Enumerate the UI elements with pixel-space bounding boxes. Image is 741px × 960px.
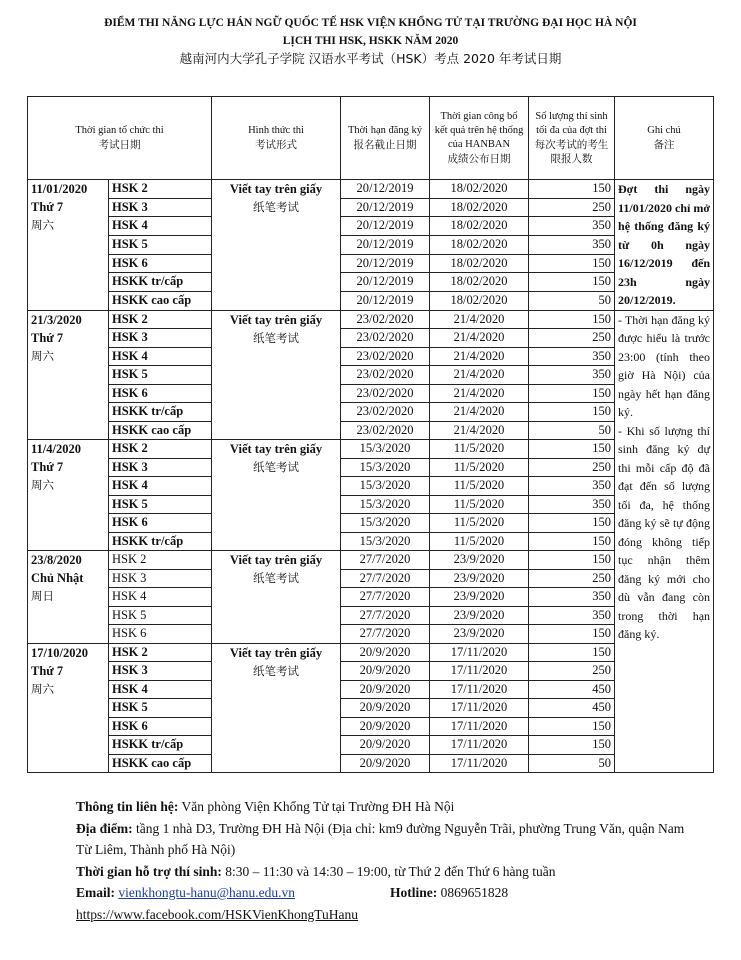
exam-level: HSK 2 [109,310,212,329]
table-row [28,625,714,644]
col-header-deadline: Thời hạn đăng ký 报名截止日期 [341,97,430,180]
session-day-zh: 周六 [31,218,54,232]
result-date: 23/9/2020 [430,588,529,607]
exam-level: HSK 4 [109,588,212,607]
result-date: 21/4/2020 [430,366,529,385]
result-date: 21/4/2020 [430,347,529,366]
max-candidates: 250 [529,329,615,348]
max-candidates: 350 [529,347,615,366]
max-candidates: 150 [529,180,615,199]
exam-form-cell [212,310,341,440]
exam-level: HSK 5 [109,699,212,718]
session-day: Thứ 7 [31,200,64,214]
table-row [28,366,714,385]
support-label: Thời gian hỗ trợ thí sinh: [76,863,222,879]
session-day: Chủ Nhật [31,571,84,585]
exam-level: HSK 4 [109,347,212,366]
note-general [615,310,714,773]
exam-form: Viết tay trên giấy [229,312,323,327]
result-date: 11/5/2020 [430,495,529,514]
registration-deadline: 20/12/2019 [341,273,430,292]
registration-deadline: 20/9/2020 [341,643,430,662]
result-date: 23/9/2020 [430,625,529,644]
exam-level: HSK 5 [109,235,212,254]
exam-form-cell [212,643,341,773]
result-date: 17/11/2020 [430,662,529,681]
registration-deadline: 27/7/2020 [341,551,430,570]
table-row [28,643,714,662]
result-date: 21/4/2020 [430,384,529,403]
table-row [28,477,714,496]
exam-level: HSK 6 [109,384,212,403]
max-candidates: 350 [529,366,615,385]
exam-level: HSKK tr/cấp [109,532,212,551]
table-row [28,569,714,588]
max-candidates: 150 [529,514,615,533]
exam-level: HSK 2 [109,440,212,459]
registration-deadline: 23/02/2020 [341,366,430,385]
exam-form-zh: 纸笔考试 [253,571,300,585]
document-header [30,14,711,68]
table-row [28,273,714,292]
exam-form-cell [212,180,341,311]
table-row [28,421,714,440]
table-row [28,754,714,773]
exam-level: HSK 6 [109,514,212,533]
max-candidates: 150 [529,384,615,403]
result-date: 17/11/2020 [430,754,529,773]
max-candidates: 450 [529,680,615,699]
session-date-cell [28,643,109,773]
session-date: 21/3/2020 [31,312,82,327]
result-date: 11/5/2020 [430,514,529,533]
result-date: 17/11/2020 [430,699,529,718]
result-date: 23/9/2020 [430,551,529,570]
exam-level: HSK 3 [109,329,212,348]
max-candidates: 350 [529,606,615,625]
registration-deadline: 20/9/2020 [341,680,430,699]
exam-level: HSK 2 [109,180,212,199]
table-row [28,180,714,199]
registration-deadline: 20/9/2020 [341,717,430,736]
max-candidates: 350 [529,217,615,236]
max-candidates: 250 [529,198,615,217]
exam-form-cell [212,440,341,551]
session-date-cell [28,310,109,440]
max-candidates: 250 [529,662,615,681]
table-row [28,662,714,681]
max-candidates: 50 [529,754,615,773]
registration-deadline: 20/9/2020 [341,754,430,773]
table-row [28,588,714,607]
support-line [76,861,696,883]
registration-deadline: 27/7/2020 [341,588,430,607]
table-row [28,254,714,273]
email-line [76,882,696,904]
facebook-link[interactable]: https://www.facebook.com/HSKVienKhongTuHanu [76,906,359,922]
exam-level: HSK 3 [109,662,212,681]
contact-value: Văn phòng Viện Khổng Tử tại Trường ĐH Hà Nội [181,799,455,814]
col-header-date: Thời gian tổ chức thi 考试日期 [28,97,212,180]
max-candidates: 150 [529,736,615,755]
registration-deadline: 20/12/2019 [341,291,430,310]
contact-line [76,796,696,818]
registration-deadline: 23/02/2020 [341,347,430,366]
table-row [28,458,714,477]
session-date: 23/8/2020 [31,553,82,567]
exam-form-zh: 纸笔考试 [253,663,300,678]
session-date: 11/4/2020 [31,442,82,456]
registration-deadline: 20/12/2019 [341,235,430,254]
exam-form: Viết tay trên giấy [229,182,323,196]
result-date: 21/4/2020 [430,310,529,329]
hotline [390,882,508,904]
table-row [28,235,714,254]
table-header-row [28,97,714,180]
facebook-line [76,904,696,926]
exam-level: HSK 5 [109,495,212,514]
table-row [28,310,714,329]
exam-level: HSK 3 [109,198,212,217]
exam-level: HSK 2 [109,551,212,570]
exam-form: Viết tay trên giấy [229,553,323,567]
registration-deadline: 23/02/2020 [341,421,430,440]
exam-level: HSK 5 [109,606,212,625]
support-value: 8:30 – 11:30 và 14:30 – 19:00, từ Thứ 2 đến Thứ 6 hàng tuần [225,863,556,879]
result-date: 18/02/2020 [430,254,529,273]
exam-level: HSK 5 [109,366,212,385]
session-day-zh: 周六 [31,478,54,492]
result-date: 21/4/2020 [430,329,529,348]
exam-form: Viết tay trên giấy [229,645,323,660]
result-date: 18/02/2020 [430,180,529,199]
result-date: 23/9/2020 [430,569,529,588]
exam-level: HSK 4 [109,477,212,496]
table-row [28,384,714,403]
table-row [28,198,714,217]
col-header-note: Ghi chú 备注 [615,97,714,180]
exam-level: HSK 3 [109,569,212,588]
max-candidates: 50 [529,291,615,310]
result-date: 18/02/2020 [430,273,529,292]
registration-deadline: 15/3/2020 [341,514,430,533]
note-first-session [615,180,714,311]
exam-form-zh: 纸笔考试 [253,330,300,345]
result-date: 11/5/2020 [430,440,529,459]
registration-deadline: 23/02/2020 [341,329,430,348]
max-candidates: 150 [529,532,615,551]
col-header-result: Thời gian công bố kết quả trên hệ thống của HANBAN 成绩公布日期 [430,97,529,180]
max-candidates: 150 [529,551,615,570]
registration-deadline: 20/12/2019 [341,180,430,199]
max-candidates: 50 [529,421,615,440]
session-day: Thứ 7 [31,330,64,345]
max-candidates: 350 [529,495,615,514]
session-day-zh: 周日 [31,589,54,603]
col-header-form: Hình thức thi 考试形式 [212,97,341,180]
session-day-zh: 周六 [31,348,54,363]
table-row [28,495,714,514]
registration-deadline: 15/3/2020 [341,477,430,496]
exam-level: HSKK cao cấp [109,754,212,773]
session-date: 17/10/2020 [31,645,88,660]
session-day: Thứ 7 [31,663,64,678]
max-candidates: 150 [529,717,615,736]
registration-deadline: 15/3/2020 [341,458,430,477]
exam-level: HSKK cao cấp [109,421,212,440]
note-capacity-text: - Khi số lượng thí sinh đăng ký dự thi mỗi cấp độ đã đạt đến số lượng tối đa, hệ thống đăng ký sẽ tự động đóng không tiếp tục nhận thêm đăng ký mới cho dù vẫn đang còn trong thời hạn đăng ký. [618,423,711,641]
session-day: Thứ 7 [31,460,64,474]
session-date-cell [28,551,109,644]
result-date: 11/5/2020 [430,458,529,477]
table-row [28,736,714,755]
table-row [28,347,714,366]
result-date: 18/02/2020 [430,217,529,236]
exam-form-cell [212,551,341,644]
contact-footer [76,796,696,925]
exam-level: HSKK tr/cấp [109,403,212,422]
registration-deadline: 23/02/2020 [341,403,430,422]
result-date: 21/4/2020 [430,421,529,440]
session-date-cell [28,440,109,551]
table-row [28,532,714,551]
exam-form: Viết tay trên giấy [229,442,323,456]
email-label: Email: [76,885,115,900]
email-link[interactable]: vienkhongtu-hanu@hanu.edu.vn [118,885,296,900]
header-subtitle: LỊCH THI HSK, HSKK NĂM 2020 [282,35,459,47]
exam-level: HSKK tr/cấp [109,273,212,292]
registration-deadline: 23/02/2020 [341,310,430,329]
registration-deadline: 15/3/2020 [341,440,430,459]
table-row [28,291,714,310]
registration-deadline: 15/3/2020 [341,532,430,551]
table-row [28,606,714,625]
result-date: 21/4/2020 [430,403,529,422]
table-row [28,717,714,736]
table-row [28,699,714,718]
result-date: 17/11/2020 [430,736,529,755]
table-row [28,440,714,459]
exam-level: HSK 4 [109,680,212,699]
max-candidates: 150 [529,643,615,662]
exam-form-zh: 纸笔考试 [253,460,300,474]
table-row [28,403,714,422]
max-candidates: 350 [529,588,615,607]
max-candidates: 150 [529,403,615,422]
max-candidates: 150 [529,625,615,644]
result-date: 18/02/2020 [430,235,529,254]
session-day-zh: 周六 [31,681,54,696]
table-body [28,180,714,773]
exam-level: HSKK cao cấp [109,291,212,310]
exam-level: HSKK tr/cấp [109,736,212,755]
max-candidates: 250 [529,569,615,588]
registration-deadline: 27/7/2020 [341,569,430,588]
exam-level: HSK 6 [109,625,212,644]
max-candidates: 150 [529,254,615,273]
max-candidates: 150 [529,273,615,292]
result-date: 11/5/2020 [430,532,529,551]
max-candidates: 150 [529,310,615,329]
registration-deadline: 20/12/2019 [341,198,430,217]
exam-level: HSK 6 [109,254,212,273]
table-row [28,217,714,236]
registration-deadline: 20/9/2020 [341,736,430,755]
session-date-cell [28,180,109,311]
contact-label: Thông tin liên hệ: [76,799,179,814]
max-candidates: 150 [529,440,615,459]
exam-form-zh: 纸笔考试 [253,200,300,214]
exam-level: HSK 2 [109,643,212,662]
result-date: 17/11/2020 [430,717,529,736]
result-date: 17/11/2020 [430,643,529,662]
max-candidates: 250 [529,458,615,477]
note-deadline-text: - Thời hạn đăng ký được hiểu là trước 23:00 (tính theo giờ Hà Nội) của ngày hết hạn đăng ký. [618,312,711,419]
max-candidates: 450 [529,699,615,718]
registration-deadline: 27/7/2020 [341,606,430,625]
table-row [28,680,714,699]
address-line [76,818,696,861]
exam-level: HSK 3 [109,458,212,477]
registration-deadline: 20/12/2019 [341,254,430,273]
max-candidates: 350 [529,477,615,496]
hotline-label: Hotline: [390,885,438,900]
exam-level: HSK 6 [109,717,212,736]
address-label: Địa điểm: [76,820,133,836]
note-first-text: Đợt thi ngày 11/01/2020 chỉ mở hệ thống đăng ký từ 0h ngày 16/12/2019 đến 23h ngày 20/12/2019. [618,182,711,307]
registration-deadline: 20/12/2019 [341,217,430,236]
result-date: 18/02/2020 [430,198,529,217]
result-date: 11/5/2020 [430,477,529,496]
table-row [28,514,714,533]
result-date: 18/02/2020 [430,291,529,310]
registration-deadline: 15/3/2020 [341,495,430,514]
address-value: tầng 1 nhà D3, Trường ĐH Hà Nội (Địa chỉ: km9 đường Nguyễn Trãi, phường Trung Văn, quận Nam Từ Liêm, Thành phố Hà Nội) [76,820,685,857]
session-date: 11/01/2020 [31,182,88,196]
exam-schedule-table [27,96,714,773]
registration-deadline: 23/02/2020 [341,384,430,403]
header-chinese-title: 越南河内大学孔子学院 汉语水平考试（HSK）考点 2020 年考试日期 [179,51,562,66]
col-header-limit: Số lượng thí sinh tối đa của đợt thi 每次考试的考生限报人数 [529,97,615,180]
registration-deadline: 20/9/2020 [341,699,430,718]
exam-level: HSK 4 [109,217,212,236]
hotline-value: 0869651828 [440,885,509,900]
registration-deadline: 20/9/2020 [341,662,430,681]
table-row [28,329,714,348]
header-title: ĐIỂM THI NĂNG LỰC HÁN NGỮ QUỐC TẾ HSK VIỆN KHỔNG TỬ TẠI TRƯỜNG ĐẠI HỌC HÀ NỘI [104,17,637,29]
registration-deadline: 27/7/2020 [341,625,430,644]
result-date: 17/11/2020 [430,680,529,699]
table-row [28,551,714,570]
max-candidates: 350 [529,235,615,254]
result-date: 23/9/2020 [430,606,529,625]
